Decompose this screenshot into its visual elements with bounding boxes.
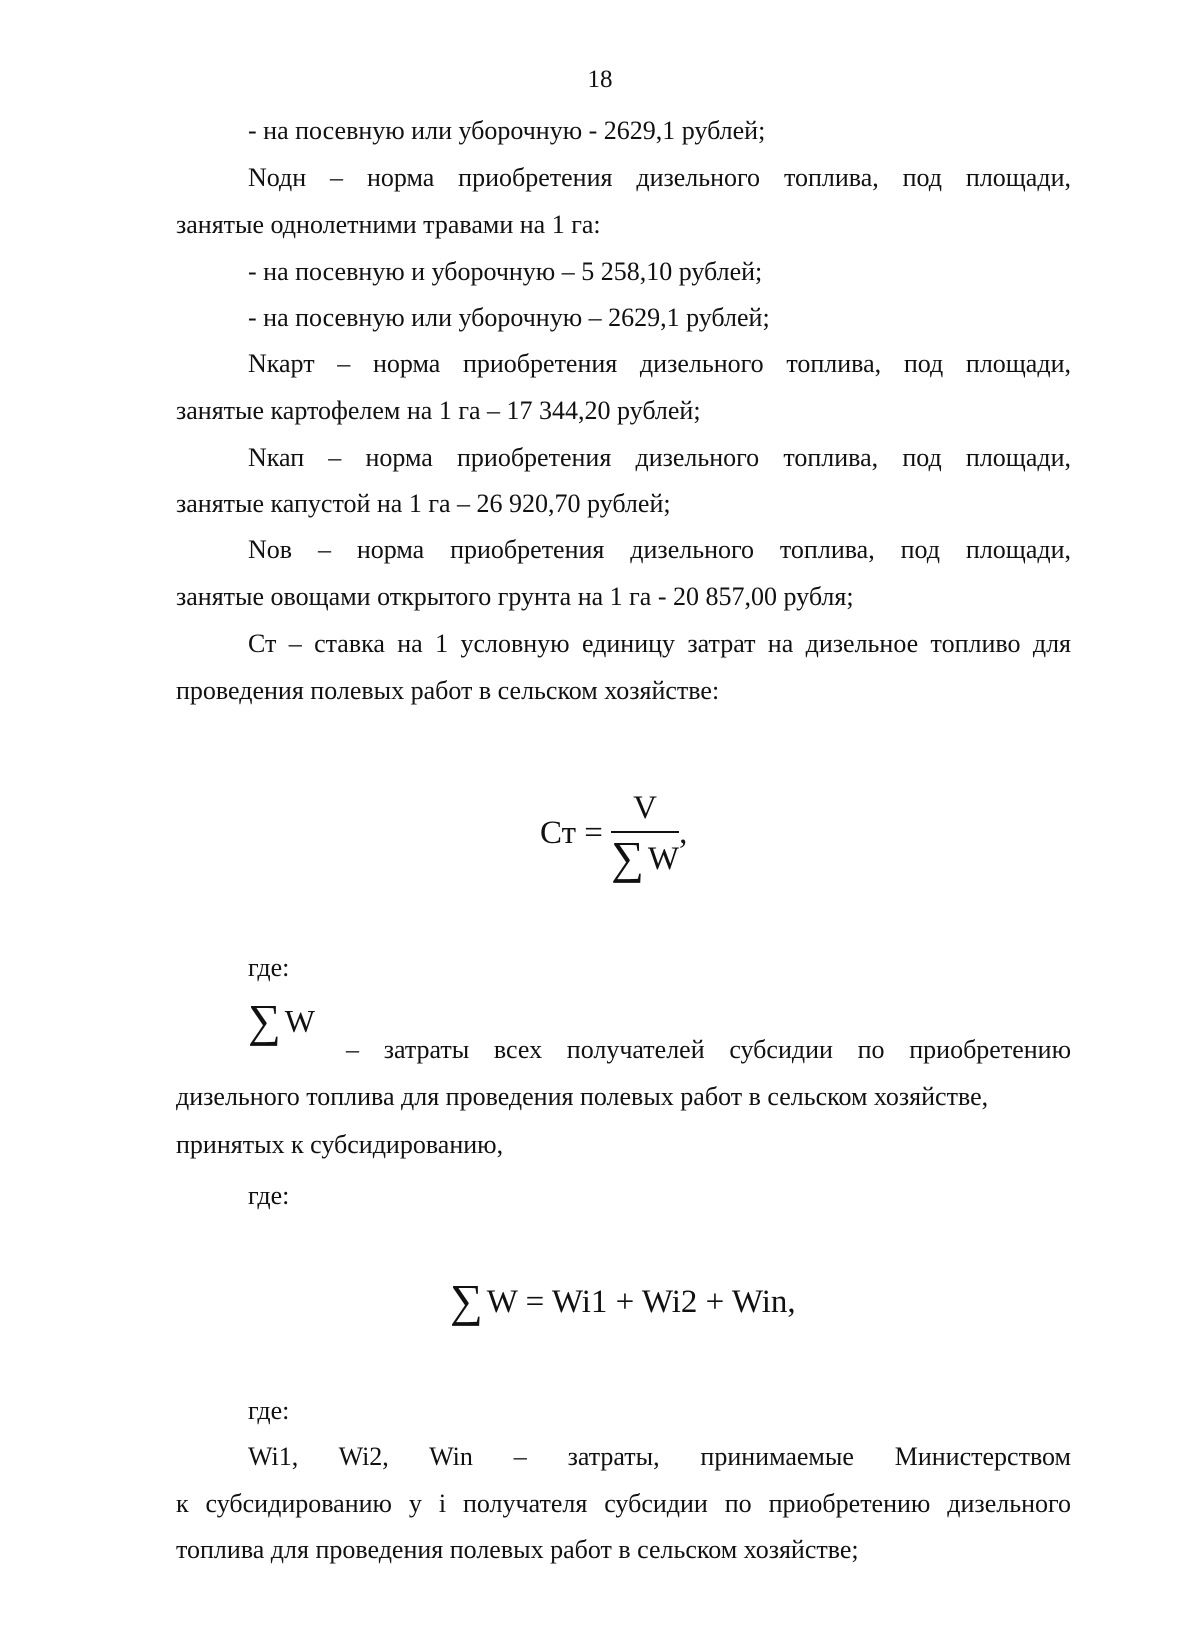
rate-formula [540, 790, 687, 881]
formula-fraction [611, 790, 679, 881]
formula-denominator: ∑ W [611, 832, 680, 883]
text-line: к субсидированию у i получателя субсидии по приобретению дизельного [176, 1489, 1071, 1518]
text-line: Ст – ставка на 1 условную единицу затрат на дизельное топливо для [248, 629, 1071, 658]
text-line: занятые капустой на 1 га – 26 920,70 рублей; [176, 489, 671, 518]
text-line: где: [248, 1181, 290, 1210]
sum-expression: W = Wi1 + Wi2 + Win, [486, 1284, 796, 1320]
text-line: Nодн – норма приобретения дизельного топлива, под площади, [248, 163, 1071, 192]
formula-lhs: Ст = [540, 815, 603, 852]
text-line: Nкарт – норма приобретения дизельного топлива, под площади, [248, 349, 1071, 378]
sum-w-symbol: ∑ W [248, 995, 315, 1046]
text-line: занятые картофелем на 1 га – 17 344,20 рублей; [176, 396, 701, 425]
sum-symbol: ∑ [611, 832, 644, 883]
text-line: принятых к субсидированию, [176, 1130, 504, 1159]
text-line: - на посевную или уборочную - 2629,1 рублей; [248, 116, 766, 145]
text-line: дизельного топлива для проведения полевых работ в сельском хозяйстве, [176, 1082, 989, 1111]
text-line: занятые овощами открытого грунта на 1 га - 20 857,00 рубля; [176, 582, 854, 611]
page-number: 18 [587, 66, 613, 93]
text-line: Nов – норма приобретения дизельного топлива, под площади, [248, 535, 1071, 564]
text-line: топлива для проведения полевых работ в сельском хозяйстве; [176, 1535, 859, 1564]
text-line: - на посевную или уборочную – 2629,1 рублей; [248, 303, 770, 332]
sum-symbol: ∑ [248, 995, 281, 1046]
sum-formula [450, 1275, 796, 1326]
text-line: – затраты всех получателей субсидии по приобретению [346, 1035, 1071, 1064]
text-line: занятые однолетними травами на 1 га: [176, 210, 601, 239]
text-line: проведения полевых работ в сельском хозяйстве: [176, 676, 720, 705]
sum-symbol: ∑ [450, 1275, 483, 1326]
formula-numerator: V [611, 790, 679, 833]
formula-trail: , [679, 815, 688, 852]
text-line: - на посевную и уборочную – 5 258,10 рублей; [248, 257, 763, 286]
text-line: где: [248, 953, 290, 982]
text-line: Wi1, Wi2, Win – затраты, принимаемые Министерством [248, 1442, 1071, 1471]
text-line: где: [248, 1396, 290, 1425]
text-line: Nкап – норма приобретения дизельного топлива, под площади, [248, 443, 1071, 472]
